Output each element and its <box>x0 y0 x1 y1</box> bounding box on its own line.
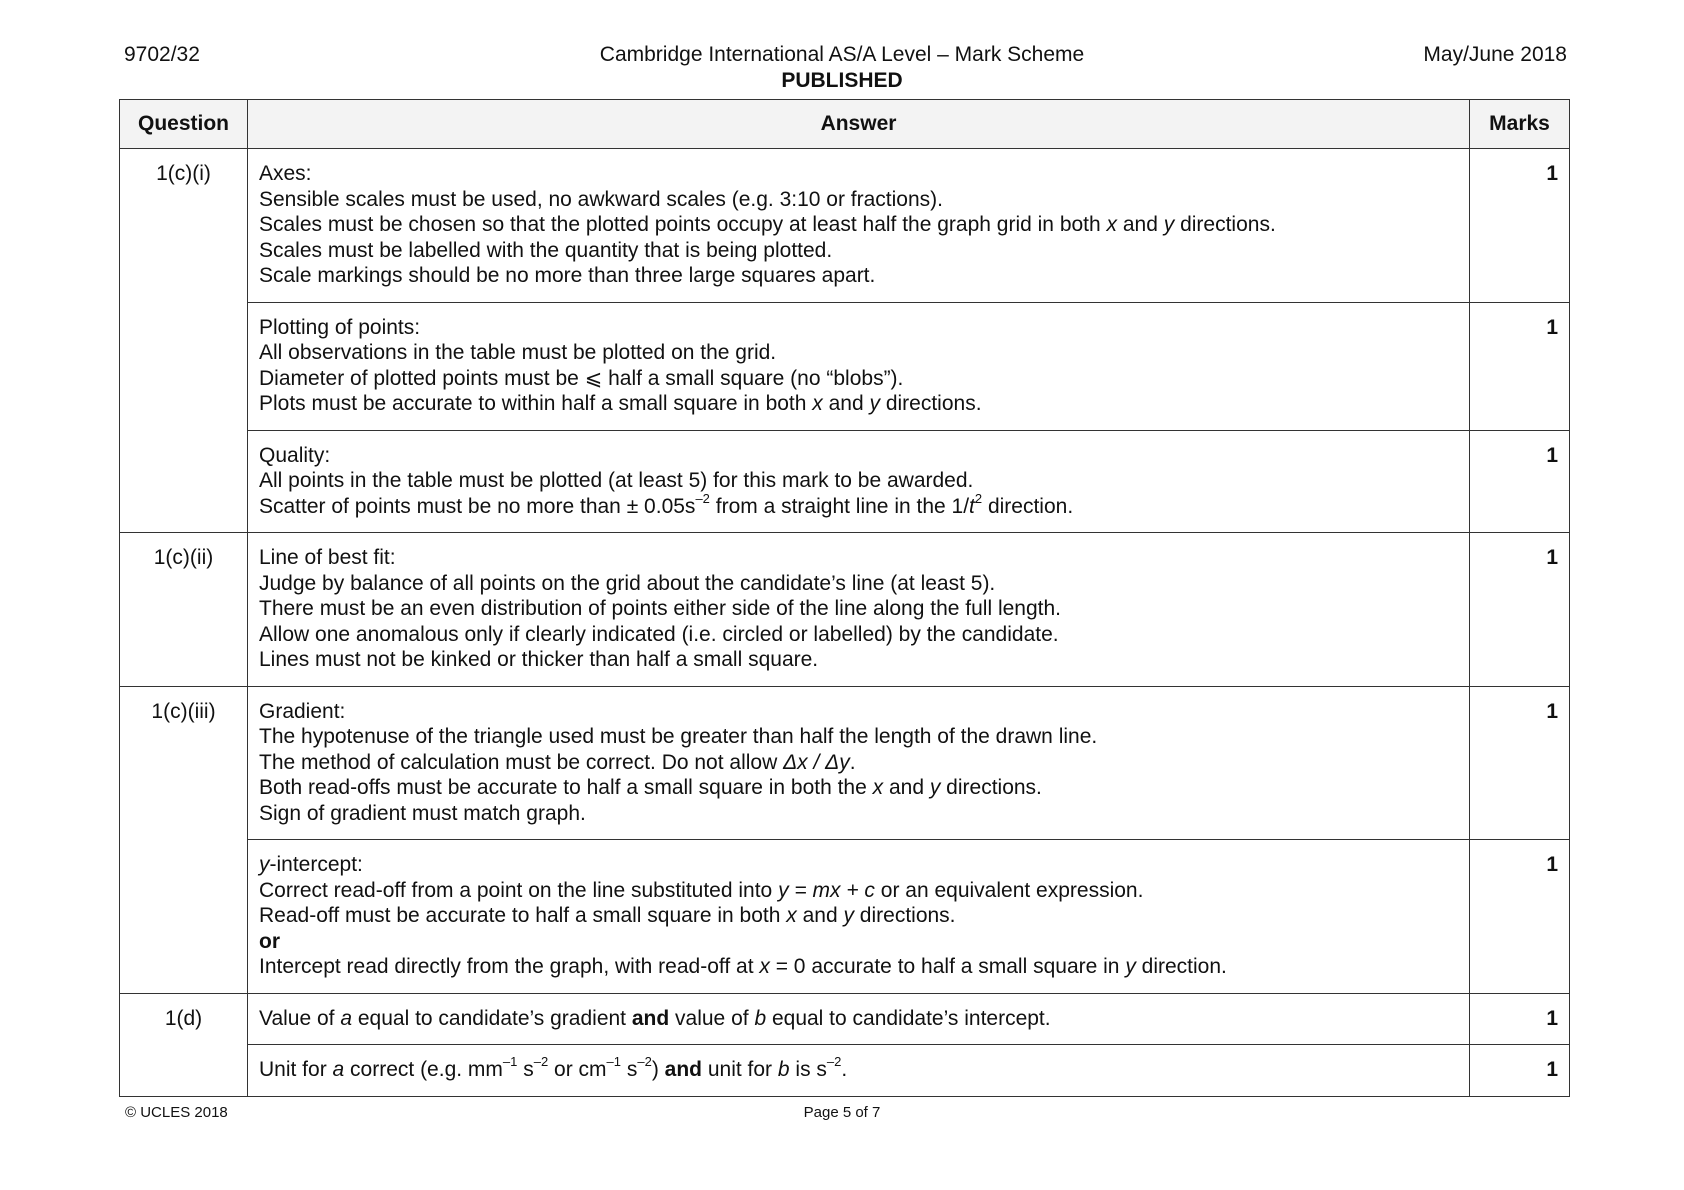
answer-line: Scale markings should be no more than three large squares apart. <box>259 264 876 287</box>
document-title: Cambridge International AS/A Level – Mark Scheme <box>599 43 1085 66</box>
answer-line: Allow one anomalous only if clearly indicated (i.e. circled or labelled) by the candidate. <box>259 622 1059 646</box>
answer-line: Scales must be chosen so that the plotted points occupy at least half the graph grid in both x and y directions. <box>259 213 1276 236</box>
table-row <box>120 1045 1570 1097</box>
answer-cell <box>248 993 1470 1045</box>
table-row <box>120 302 1570 430</box>
answer-line: Lines must not be kinked or thicker than half a small square. <box>259 648 819 671</box>
answer-line: Scales must be labelled with the quantity that is being plotted. <box>259 238 833 262</box>
answer-line: Plotting of points: <box>259 315 421 339</box>
answer-line: Gradient: <box>259 699 346 723</box>
answer-line: Sensible scales must be used, no awkward scales (e.g. 3:10 or fractions). <box>259 187 943 211</box>
answer-cell <box>248 533 1470 687</box>
paper-code: 9702/32 <box>124 43 200 66</box>
answer-line: Intercept read directly from the graph, with read-off at x = 0 accurate to half a small square in y direction. <box>259 955 1227 978</box>
table-row <box>120 149 1570 303</box>
answer-cell <box>248 686 1470 840</box>
marks-value: 1 <box>1470 686 1570 840</box>
column-header-answer: Answer <box>248 100 1470 149</box>
answer-line: Value of a equal to candidate’s gradient and value of b equal to candidate’s intercept. <box>259 1006 1051 1030</box>
answer-line: Axes: <box>259 162 312 185</box>
table-row <box>120 686 1570 840</box>
mark-scheme-table <box>119 99 1570 1097</box>
answer-line: The hypotenuse of the triangle used must be greater than half the length of the drawn line. <box>259 725 1098 748</box>
answer-line: Diameter of plotted points must be ⩽ half a small square (no “blobs”). <box>259 366 904 390</box>
copyright-notice: © UCLES 2018 <box>125 1104 228 1121</box>
marks-value: 1 <box>1470 430 1570 533</box>
exam-session: May/June 2018 <box>1423 43 1567 66</box>
answer-line: Plots must be accurate to within half a small square in both x and y directions. <box>259 392 982 415</box>
question-number: 1(d) <box>120 993 248 1096</box>
question-number: 1(c)(i) <box>120 149 248 533</box>
answer-cell <box>248 302 1470 430</box>
marks-value: 1 <box>1470 993 1570 1045</box>
answer-line: Both read-offs must be accurate to half a small square in both the x and y directions. <box>259 776 1042 799</box>
column-header-question: Question <box>120 100 248 149</box>
table-row <box>120 993 1570 1045</box>
answer-line: Line of best fit: <box>259 546 396 569</box>
answer-cell <box>248 1045 1470 1097</box>
answer-line: Quality: <box>259 443 331 467</box>
answer-line: All observations in the table must be plotted on the grid. <box>259 341 777 364</box>
answer-line: Sign of gradient must match graph. <box>259 801 586 825</box>
answer-line: Scatter of points must be no more than ± $0.05s^{-2}$ from a straight line in the $1/t^2$ direction. <box>259 490 1074 518</box>
question-number: 1(c)(iii) <box>120 686 248 993</box>
table-row <box>120 533 1570 687</box>
answer-cell <box>248 840 1470 994</box>
marks-value: 1 <box>1470 302 1570 430</box>
answer-line: All points in the table must be plotted (at least 5) for this mark to be awarded. <box>259 469 974 492</box>
answer-line-or: or <box>259 929 280 953</box>
answer-line: y-intercept: <box>259 853 363 876</box>
answer-line: There must be an even distribution of points either side of the line along the full length. <box>259 597 1061 620</box>
answer-line: The method of calculation must be correct. Do not allow Δx / Δy. <box>259 750 856 774</box>
marks-value: 1 <box>1470 1045 1570 1097</box>
published-label: PUBLISHED <box>781 69 903 92</box>
table-header-row <box>120 100 1570 149</box>
column-header-marks: Marks <box>1470 100 1570 149</box>
question-number: 1(c)(ii) <box>120 533 248 687</box>
answer-cell <box>248 149 1470 303</box>
answer-line: Read-off must be accurate to half a small square in both x and y directions. <box>259 904 956 927</box>
table-row <box>120 840 1570 994</box>
answer-cell <box>248 430 1470 533</box>
page-number: Page 5 of 7 <box>803 1104 881 1121</box>
answer-line: Judge by balance of all points on the grid about the candidate’s line (at least 5). <box>259 571 996 595</box>
answer-line: Unit for a correct (e.g. $mm^{-1}$ $s^{-2}$ or $cm^{-1}$ $s^{-2}$) and unit for b is $s^{-2}$. <box>259 1054 848 1081</box>
answer-line: Correct read-off from a point on the line substituted into y = mx + c or an equivalent expression. <box>259 878 1144 902</box>
table-row <box>120 430 1570 533</box>
marks-value: 1 <box>1470 840 1570 994</box>
marks-value: 1 <box>1470 533 1570 687</box>
marks-value: 1 <box>1470 149 1570 303</box>
